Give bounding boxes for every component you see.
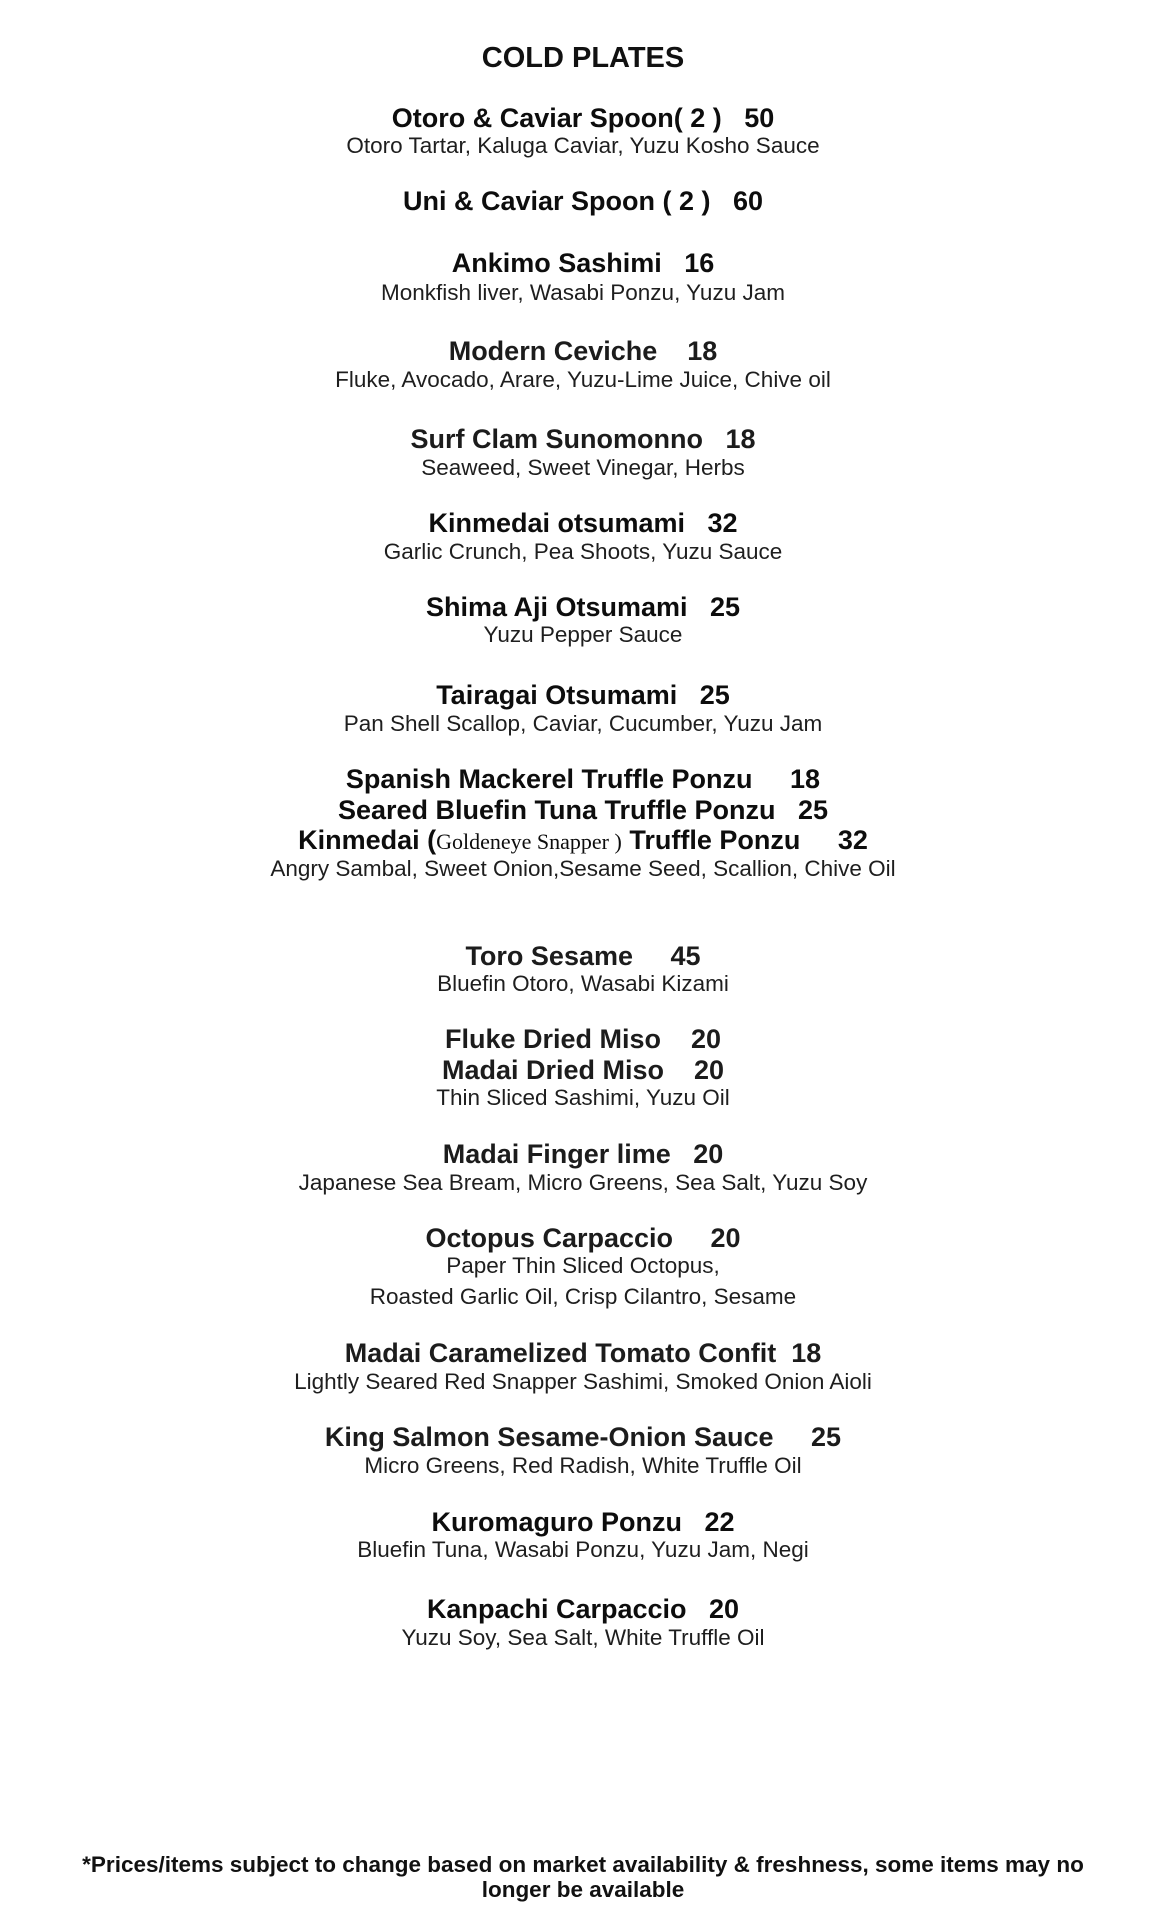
menu-item-spanish-mackerel-truffle-ponzu: Spanish Mackerel Truffle Ponzu 18 bbox=[345, 764, 821, 794]
menu-item-description: Yuzu Pepper Sauce bbox=[483, 622, 683, 647]
menu-item-description: Monkfish liver, Wasabi Ponzu, Yuzu Jam bbox=[381, 280, 785, 305]
menu-item-seared-bluefin-truffle-ponzu: Seared Bluefin Tuna Truffle Ponzu 25 bbox=[337, 795, 829, 825]
menu-item-toro-sesame: Toro Sesame 45 bbox=[465, 941, 701, 971]
menu-item-shima-aji: Shima Aji Otsumami 25 bbox=[425, 592, 741, 622]
menu-item-madai-tomato-confit: Madai Caramelized Tomato Confit 18 bbox=[344, 1338, 822, 1368]
menu-item-description: Pan Shell Scallop, Caviar, Cucumber, Yuzu Jam bbox=[343, 711, 823, 736]
menu-item-surf-clam: Surf Clam Sunomonno 18 bbox=[410, 424, 756, 454]
menu-item-madai-finger-lime: Madai Finger lime 20 bbox=[442, 1139, 724, 1169]
menu-item-description: Garlic Crunch, Pea Shoots, Yuzu Sauce bbox=[383, 539, 783, 564]
menu-item-madai-dried-miso: Madai Dried Miso 20 bbox=[441, 1055, 725, 1085]
menu-item-description: Paper Thin Sliced Octopus, bbox=[446, 1253, 720, 1278]
section-title: COLD PLATES bbox=[481, 42, 685, 74]
menu-item-otoro-caviar-spoon: Otoro & Caviar Spoon( 2 ) 50 bbox=[391, 103, 775, 133]
menu-item-octopus-carpaccio: Octopus Carpaccio 20 bbox=[425, 1223, 741, 1253]
menu-item-description: Fluke, Avocado, Arare, Yuzu-Lime Juice, Chive oil bbox=[335, 367, 831, 392]
menu-item-kanpachi-carpaccio: Kanpachi Carpaccio 20 bbox=[426, 1594, 740, 1624]
menu-item-description: Seaweed, Sweet Vinegar, Herbs bbox=[421, 455, 745, 480]
menu-item-description: Japanese Sea Bream, Micro Greens, Sea Salt, Yuzu Soy bbox=[298, 1170, 868, 1195]
item-name-part: Truffle Ponzu 32 bbox=[621, 825, 868, 855]
menu-item-king-salmon: King Salmon Sesame-Onion Sauce 25 bbox=[324, 1422, 842, 1452]
menu-item-kuromaguro-ponzu: Kuromaguro Ponzu 22 bbox=[431, 1507, 735, 1537]
menu-item-description: Lightly Seared Red Snapper Sashimi, Smoked Onion Aioli bbox=[294, 1369, 872, 1394]
menu-item-description: Angry Sambal, Sweet Onion,Sesame Seed, Scallion, Chive Oil bbox=[270, 856, 896, 881]
menu-item-kinmedai-truffle-ponzu bbox=[0, 827, 1166, 854]
menu-item-description: Bluefin Otoro, Wasabi Kizami bbox=[437, 971, 729, 996]
item-name-note: Goldeneye Snapper ) bbox=[436, 829, 622, 854]
price-disclaimer: *Prices/items subject to change based on market availability & freshness, some items may no longer be available bbox=[82, 1852, 1084, 1902]
menu-item-kinmedai-otsumami: Kinmedai otsumami 32 bbox=[428, 508, 738, 538]
menu-item-fluke-dried-miso: Fluke Dried Miso 20 bbox=[444, 1024, 722, 1054]
menu-item-description: Otoro Tartar, Kaluga Caviar, Yuzu Kosho Sauce bbox=[346, 133, 820, 158]
menu-item-modern-ceviche: Modern Ceviche 18 bbox=[448, 336, 718, 366]
menu-item-description: Micro Greens, Red Radish, White Truffle Oil bbox=[364, 1453, 802, 1478]
menu-item-description: Yuzu Soy, Sea Salt, White Truffle Oil bbox=[401, 1625, 765, 1650]
menu-item-description: Thin Sliced Sashimi, Yuzu Oil bbox=[436, 1085, 730, 1110]
item-name-part: Kinmedai ( bbox=[298, 825, 437, 855]
menu-item-description: Bluefin Tuna, Wasabi Ponzu, Yuzu Jam, Negi bbox=[357, 1537, 809, 1562]
menu-item-ankimo-sashimi: Ankimo Sashimi 16 bbox=[451, 248, 715, 278]
menu-item-uni-caviar-spoon: Uni & Caviar Spoon ( 2 ) 60 bbox=[402, 186, 764, 216]
menu-item-tairagai: Tairagai Otsumami 25 bbox=[436, 680, 730, 710]
menu-item-description: Roasted Garlic Oil, Crisp Cilantro, Sesame bbox=[369, 1284, 797, 1309]
